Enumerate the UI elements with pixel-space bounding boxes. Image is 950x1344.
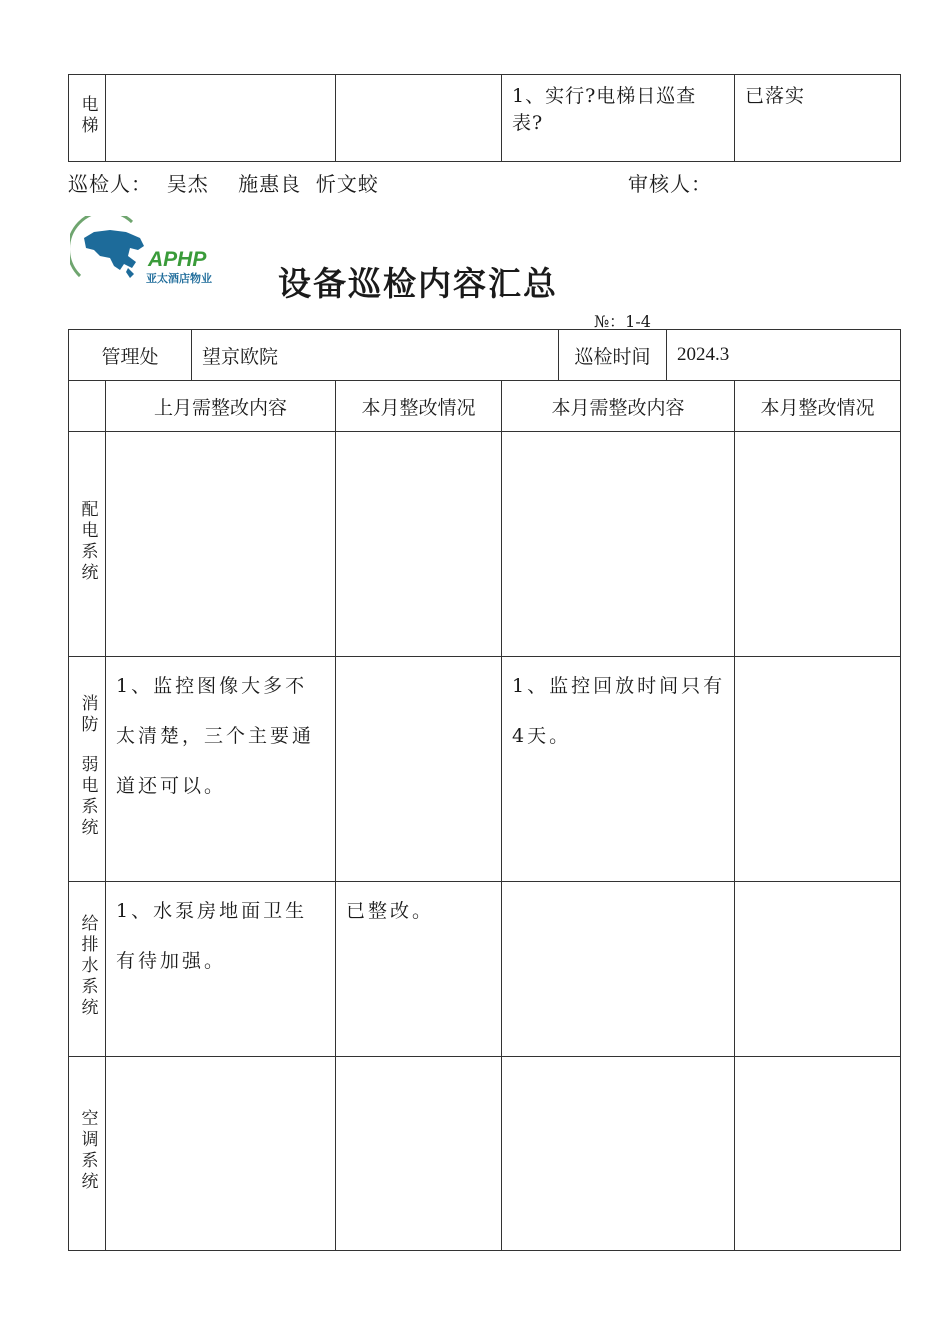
last-month-status-cell — [336, 432, 502, 657]
column-header: 上月需整改内容 — [106, 381, 336, 432]
last-month-status-cell — [336, 657, 502, 882]
category-cell — [69, 882, 106, 1057]
table-row — [69, 432, 901, 657]
number-value: 1-4 — [625, 312, 651, 331]
last-month-items-cell: 1、监控图像大多不太清楚，三个主要通道还可以。 — [106, 657, 336, 882]
category-label: 空调系统 — [77, 1109, 98, 1193]
category-cell — [69, 657, 106, 882]
logo-subtitle: 亚太酒店物业 — [146, 272, 212, 285]
last-month-items-cell: 1、水泵房地面卫生有待加强。 — [106, 882, 336, 1057]
this-month-items-cell: 1、监控回放时间只有4天。 — [502, 657, 735, 882]
last-month-items-cell — [106, 432, 336, 657]
this-month-items-cell — [502, 432, 735, 657]
this-month-status-cell — [735, 657, 901, 882]
category-cell — [69, 1057, 106, 1251]
header-row — [69, 330, 901, 381]
office-label: 管理处 — [69, 330, 192, 381]
this-month-status-cell — [735, 432, 901, 657]
this-month-status-cell: 已落实 — [735, 75, 901, 162]
reviewer-label: 审核人： — [628, 172, 712, 196]
this-month-items-cell — [502, 882, 735, 1057]
number-label: №： — [594, 312, 626, 331]
category-label: 给排水系统 — [77, 914, 98, 1019]
company-logo — [70, 216, 230, 288]
category-label: 弱电系统 — [77, 755, 98, 839]
last-month-items-cell — [106, 1057, 336, 1251]
column-header-row — [69, 381, 901, 432]
category-label: 电梯 — [77, 94, 98, 137]
inspector-name: 吴杰 — [166, 172, 209, 196]
table-row — [69, 75, 901, 162]
this-month-items-cell: 1、实行?电梯日巡查表? — [502, 75, 735, 162]
inspector-line — [68, 168, 379, 197]
asia-map-island — [126, 268, 134, 278]
office-value: 望京欧院 — [192, 330, 559, 381]
table-row — [69, 882, 901, 1057]
this-month-items-cell — [502, 1057, 735, 1251]
table-row — [69, 657, 901, 882]
table-row — [69, 1057, 901, 1251]
last-month-status-cell — [336, 75, 502, 162]
last-month-items-cell — [106, 75, 336, 162]
time-label: 巡检时间 — [559, 330, 667, 381]
column-header: 本月需整改内容 — [502, 381, 735, 432]
logo-brand: APHP — [148, 248, 207, 271]
this-month-status-cell — [735, 1057, 901, 1251]
this-month-status-cell — [735, 882, 901, 1057]
column-header: 本月整改情况 — [735, 381, 901, 432]
inspector-name: 施惠良 — [238, 172, 302, 196]
category-label: 消防 — [77, 694, 98, 736]
elevator-table — [68, 74, 901, 162]
category-cell — [69, 432, 106, 657]
time-value: 2024.3 — [667, 330, 901, 381]
last-month-status-cell: 已整改。 — [336, 882, 502, 1057]
empty-header-cell — [69, 381, 106, 432]
category-cell — [69, 75, 106, 162]
inspection-table — [68, 329, 901, 1251]
column-header: 本月整改情况 — [336, 381, 502, 432]
inspector-label: 巡检人： — [68, 172, 152, 196]
last-month-status-cell — [336, 1057, 502, 1251]
logo-graphic — [70, 216, 230, 288]
asia-map-shape — [84, 230, 144, 270]
inspector-name: 忻文蛟 — [315, 172, 379, 196]
category-label: 配电系统 — [77, 499, 98, 584]
page-title: 设备巡检内容汇总 — [278, 264, 558, 303]
